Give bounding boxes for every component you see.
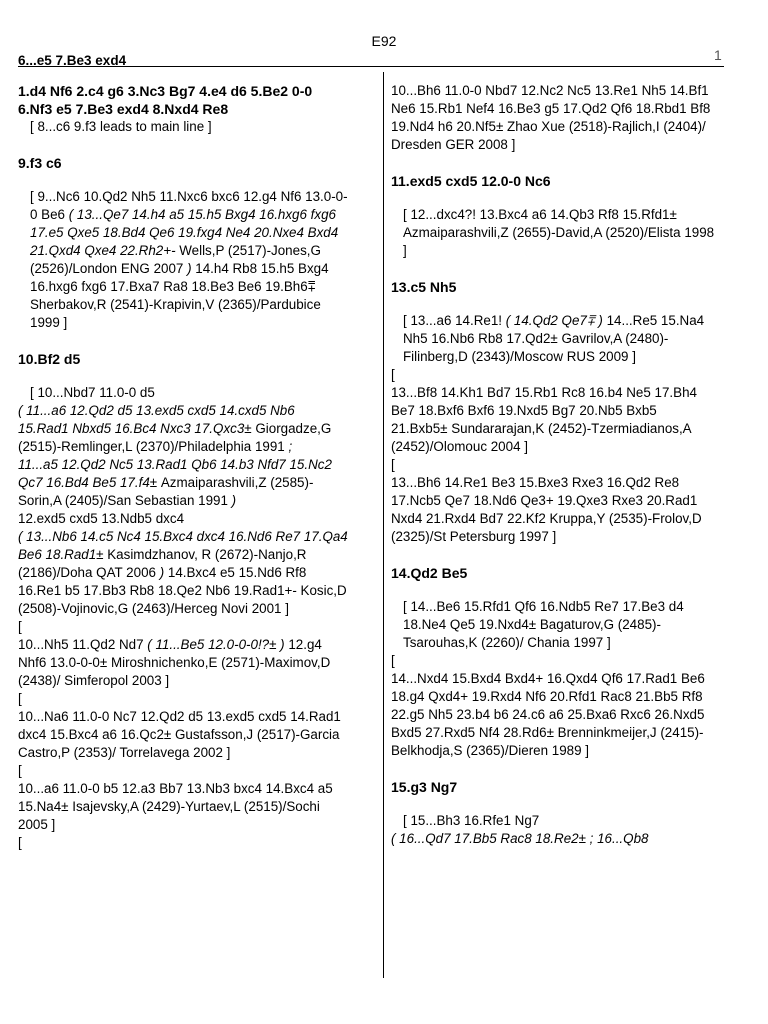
bracket: [ [18, 763, 22, 778]
note-8: [ 8...c6 9.f3 leads to main line ] [30, 119, 212, 134]
note-10-g: ) [231, 493, 237, 508]
note-10-a: [ 10...Nbd7 11.0-0 d5 [30, 385, 155, 400]
bracket: [ [18, 619, 22, 634]
note-10-m: 10...Nh5 11.Qd2 Nd7 [18, 637, 148, 652]
note-10-l: 14.Bxc4 e5 15.Nd6 Rf8 16.Re1 b5 17.Bb3 Rb8 18.Qe2 Nb6 19.Rad1+- Kosic,D (2508)-Vojinovic,G (2463)/Herceg Novi 2001 ] [18, 565, 347, 616]
note-10-c: Giorgadze,G (2515)-Remlinger,L (2370)/Philadelphia 1991 [18, 421, 332, 454]
note-10-h: 12.exd5 cxd5 13.Ndb5 dxc4 [18, 511, 185, 526]
move-9: 9.f3 c6 [18, 155, 62, 171]
note-13-a: [ 13...a6 14.Re1! [403, 313, 506, 328]
note-13-b: ( 14.Qd2 Qe7⩱ ) [505, 313, 603, 328]
note-10-b: ( 11...a6 12.Qd2 d5 13.exd5 cxd5 14.cxd5 Nb6 15.Rad1 Nbxd5 16.Bc4 Nxc3 17.Qxc3± [18, 403, 295, 436]
note-9-e: 14.h4 Rb8 15.h5 Bxg4 16.hxg6 fxg6 17.Bxa7 Ra8 18.Be3 Be6 19.Bh6⩱ Sherbakov,R (2541)-Krapivin,V (2365)/Pardubice 1999 ] [30, 261, 329, 330]
bracket: [ [391, 653, 395, 668]
bracket: [ [391, 367, 395, 382]
page-number: 1 [714, 47, 722, 63]
column-divider [383, 72, 384, 978]
move-13: 13.c5 Nh5 [391, 279, 457, 295]
note-10-f: Azmaiparashvili,Z (2585)-Sorin,A (2405)/San Sebastian 1991 [18, 475, 314, 508]
note-9-a: [ 9...Nc6 10.Qd2 Nh5 11.Nxc6 bxc6 12.g4 Nf6 13.0-0-0 Be6 [30, 189, 348, 222]
note-12: [ 12...dxc4?! 13.Bxc4 a6 14.Qb3 Rf8 15.Rfd1± Azmaiparashvili,Z (2655)-David,A (2520)/Elista 1998 ] [403, 207, 715, 258]
note-13-bf8: 13...Bf8 14.Kh1 Bd7 15.Rb1 Rc8 16.b4 Ne5 17.Bh4 Be7 18.Bxf6 Bxf6 19.Nxd5 Bg7 20.Nb5 Bxb5 21.Bxb5± Sundararajan,K (2452)-Tzermiadianos,A (2452)/Olomouc 2004 ] [391, 385, 697, 454]
bracket: [ [391, 457, 395, 472]
left-column [18, 82, 348, 852]
note-13-bh6: 13...Bh6 14.Re1 Be3 15.Bxe3 Rxe3 16.Qd2 Re8 17.Ncb5 Qe7 18.Nd6 Qe3+ 19.Qxe3 Rxe3 20.Rad1 Nxd4 21.Rxd4 Bd7 22.Kf2 Kruppa,Y (2535)-Frolov,D (2325)/St Petersburg 1997 ] [391, 475, 702, 544]
note-10-n: ( 11...Be5 12.0-0-0!?± ) [147, 637, 285, 652]
note-10-d: ; [288, 439, 293, 454]
right-column [391, 82, 716, 848]
bracket: [ [18, 835, 22, 850]
move-15: 15.g3 Ng7 [391, 779, 458, 795]
note-9-b: ( 13...Qe7 14.h4 a5 15.h5 Bxg4 16.hxg6 fxg6 17.e5 Qxe5 18.Bd4 Qe6 19.fxg4 Ne4 20.Nxe4 Bxd4 21.Qxd4 Qxe4 22.Rh2+- [30, 207, 339, 258]
note-10-o: 12.g4 Nhf6 13.0-0-0± Miroshnichenko,E (2571)-Maximov,D (2438)/ Simferopol 2003 ] [18, 637, 331, 688]
bracket: [ [18, 691, 22, 706]
note-14-nxd4: 14...Nxd4 15.Bxd4 Bxd4+ 16.Qxd4 Qf6 17.Rad1 Be6 18.g4 Qxd4+ 19.Rxd4 Nf6 20.Rfd1 Rac8 21.Bb5 Rf8 22.g5 Nh5 23.b4 b6 24.c6 a6 25.Bxa6 Rxc6 26.Nxd5 Bxd5 27.Rxd5 Nf4 28.Rd6± Brenninkmeijer,J (2415)-Belkhodja,S (2365)/Dieren 1989 ] [391, 671, 705, 758]
variation-title: 6...e5 7.Be3 exd4 [18, 53, 127, 68]
note-13-c: 14...Re5 15.Na4 Nh5 16.Nb6 Rb8 17.Qd2± Gavrilov,A (2480)-Filinberg,D (2343)/Moscow RUS 2009 ] [403, 313, 705, 364]
note-13 [391, 312, 716, 366]
note-10-na6: 10...Na6 11.0-0 Nc7 12.Qd2 d5 13.exd5 cxd5 14.Rad1 dxc4 15.Bxc4 a6 16.Qc2± Gustafsson,J (2517)-Garcia Castro,P (2353)/ Torrelavega 2002 ] [18, 709, 341, 760]
move-11: 11.exd5 cxd5 12.0-0 Nc6 [391, 173, 551, 189]
note-9-c: Wells,P (2517)-Jones,G (2526)/London ENG 2007 [30, 243, 321, 276]
note-10-e: 11...a5 12.Qd2 Nc5 13.Rad1 Qb6 14.b3 Nfd7 15.Nc2 Qc7 16.Bd4 Be5 17.f4± [18, 457, 332, 490]
note-9 [18, 188, 348, 332]
opening-code: E92 [371, 33, 397, 49]
note-10-k: ) [159, 565, 165, 580]
note-10-a6: 10...a6 11.0-0 b5 12.a3 Bb7 13.Nb3 bxc4 14.Bxc4 a5 15.Na4± Isajevsky,A (2429)-Yurtaev,L (2515)/Sochi 2005 ] [18, 781, 333, 832]
note-10-block [18, 402, 348, 618]
note-10-bh6: 10...Bh6 11.0-0 Nbd7 12.Nc2 Nc5 13.Re1 Nh5 14.Bf1 Ne6 15.Rb1 Nef4 16.Be3 g5 17.Qd2 Qf6 18.Rbd1 Bf8 19.Nd4 h6 20.Nf5± Zhao Xue (2518)-Rajlich,I (2404)/ Dresden GER 2008 ] [391, 83, 711, 152]
main-line: 1.d4 Nf6 2.c4 g6 3.Nc3 Bg7 4.e4 d6 5.Be2 0-0 6.Nf3 e5 7.Be3 exd4 8.Nxd4 Re8 [18, 83, 313, 117]
note-10-nh5 [18, 636, 348, 690]
move-14: 14.Qd2 Be5 [391, 565, 468, 581]
note-10-i: ( 13...Nb6 14.c5 Nc4 15.Bxc4 dxc4 16.Nd6 Re7 17.Qa4 Be6 18.Rad1± [18, 529, 348, 562]
note-14-be6: [ 14...Be6 15.Rfd1 Qf6 16.Ndb5 Re7 17.Be3 d4 18.Ne4 Qe5 19.Nxd4± Bagaturov,G (2485)-Tsarouhas,K (2260)/ Chania 1997 ] [403, 599, 684, 650]
note-15-a: [ 15...Bh3 16.Rfe1 Ng7 [403, 813, 540, 828]
header-rule [18, 66, 724, 67]
note-15-b: ( 16...Qd7 17.Bb5 Rac8 18.Re2± ; 16...Qb8 [391, 831, 649, 846]
move-10: 10.Bf2 d5 [18, 351, 81, 367]
note-9-d: ) [187, 261, 192, 276]
note-10-j: Kasimdzhanov, R (2672)-Nanjo,R (2186)/Doha QAT 2006 [18, 547, 307, 580]
